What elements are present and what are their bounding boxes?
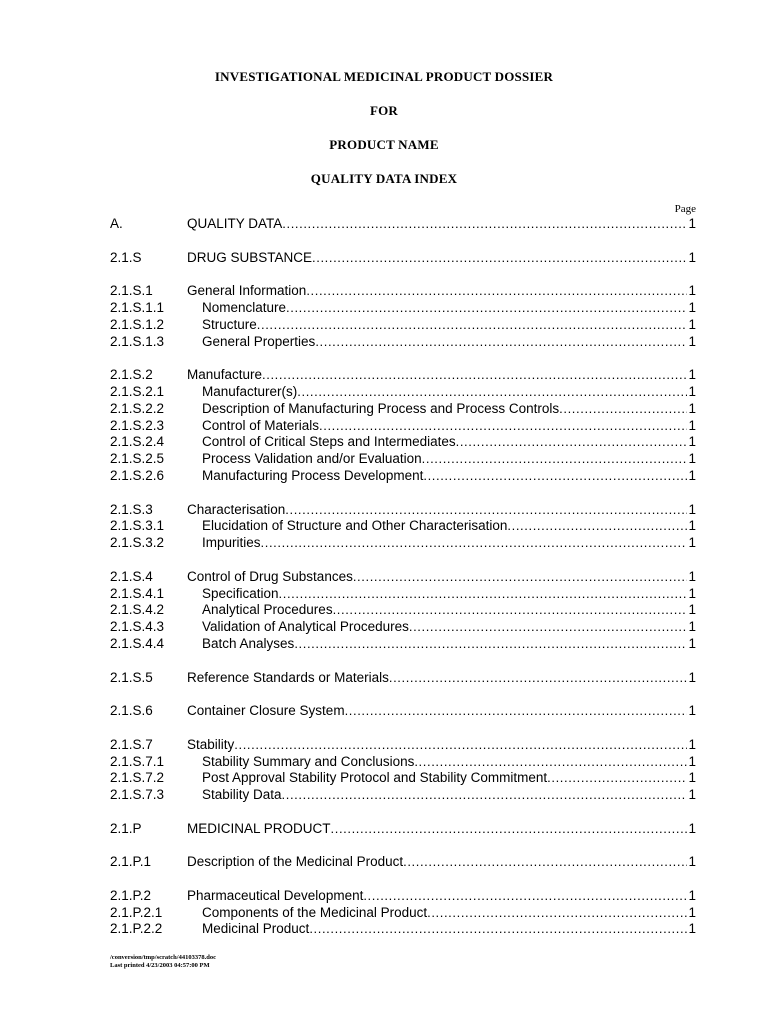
toc-page-number: 1 xyxy=(688,602,696,618)
dot-leader xyxy=(306,283,687,300)
dot-leader xyxy=(403,854,687,871)
toc-row xyxy=(110,737,696,754)
toc-label: Analytical Procedures xyxy=(202,602,333,618)
toc-number: 2.1.S.7.2 xyxy=(110,770,165,786)
toc-label: Post Approval Stability Protocol and Stability Commitment xyxy=(202,770,548,786)
dot-leader xyxy=(294,636,687,653)
toc-row xyxy=(110,502,696,519)
dot-leader xyxy=(363,888,687,905)
toc-row xyxy=(110,888,696,905)
toc-number: 2.1.S.2.4 xyxy=(110,434,165,450)
footer-file-path: /conversion/tmp/scratch/44103378.doc xyxy=(110,954,216,961)
toc-number: 2.1.S.2.1 xyxy=(110,383,165,399)
dot-leader xyxy=(315,334,687,351)
toc-label: Structure xyxy=(202,316,257,332)
toc-label: Stability Data xyxy=(202,787,282,803)
toc-label: Container Closure System xyxy=(187,703,345,719)
toc-page-number: 1 xyxy=(688,451,696,467)
toc-label: MEDICINAL PRODUCT xyxy=(187,820,331,836)
toc-row xyxy=(110,216,696,233)
toc-number: 2.1.P xyxy=(110,820,142,836)
toc-label: Stability Summary and Conclusions xyxy=(202,753,415,769)
toc-number: 2.1.S.2 xyxy=(110,367,153,383)
toc-number: 2.1.S.2.6 xyxy=(110,467,165,483)
toc-label: General Information xyxy=(187,283,307,299)
toc-number: 2.1.S.7 xyxy=(110,736,153,752)
dot-leader xyxy=(345,703,688,720)
toc-label: Control of Critical Steps and Intermediates xyxy=(202,434,456,450)
toc-page-number: 1 xyxy=(688,619,696,635)
dot-leader xyxy=(414,754,687,771)
toc-row xyxy=(110,636,696,653)
toc-page-number: 1 xyxy=(688,787,696,803)
dot-leader xyxy=(285,502,687,519)
dot-leader xyxy=(309,921,687,938)
toc-page-number: 1 xyxy=(688,283,696,299)
dot-leader xyxy=(319,418,687,435)
toc-number: 2.1.S.7.1 xyxy=(110,753,165,769)
toc-number: 2.1.S.6 xyxy=(110,703,153,719)
toc-page-number: 1 xyxy=(688,467,696,483)
dot-leader xyxy=(312,250,687,267)
toc-number: 2.1.S xyxy=(110,249,142,265)
dot-leader xyxy=(423,468,687,485)
toc-row xyxy=(110,619,696,636)
toc-row xyxy=(110,670,696,687)
dot-leader xyxy=(547,770,687,787)
toc-page-number: 1 xyxy=(688,921,696,937)
footer-last-printed: Last printed 4/23/2003 04:57:00 PM xyxy=(110,962,210,969)
toc-row xyxy=(110,518,696,535)
toc-row xyxy=(110,401,696,418)
toc-page-number: 1 xyxy=(688,434,696,450)
toc-number: 2.1.S.1.1 xyxy=(110,299,165,315)
dot-leader xyxy=(456,434,688,451)
toc-row xyxy=(110,317,696,334)
dot-leader xyxy=(559,401,687,418)
toc-page-number: 1 xyxy=(688,770,696,786)
toc-page-number: 1 xyxy=(688,820,696,836)
toc-page-number: 1 xyxy=(688,585,696,601)
dot-leader xyxy=(333,602,688,619)
quality-data-index-heading: QUALITY DATA INDEX xyxy=(310,171,458,186)
toc-label: Stability xyxy=(187,736,235,752)
toc-label: Description of Manufacturing Process and Process Controls xyxy=(202,400,560,416)
toc-number: 2.1.S.4.4 xyxy=(110,635,165,651)
product-name-heading: PRODUCT NAME xyxy=(329,137,439,152)
toc-row xyxy=(110,770,696,787)
toc-number: 2.1.S.4.3 xyxy=(110,619,165,635)
toc-label: Control of Materials xyxy=(202,417,320,433)
toc-number: 2.1.S.7.3 xyxy=(110,787,165,803)
toc-row xyxy=(110,905,696,922)
toc-row xyxy=(110,384,696,401)
toc-page-number: 1 xyxy=(688,367,696,383)
toc-number: 2.1.S.4.1 xyxy=(110,585,165,601)
toc-row xyxy=(110,451,696,468)
toc-number: 2.1.S.3 xyxy=(110,501,153,517)
toc-number: 2.1.P.1 xyxy=(110,854,152,870)
toc-page-number: 1 xyxy=(688,299,696,315)
toc-label: Batch Analyses xyxy=(202,635,295,651)
dot-leader xyxy=(282,787,688,804)
toc-row xyxy=(110,418,696,435)
toc-label: Pharmaceutical Development xyxy=(187,887,364,903)
toc-page-number: 1 xyxy=(688,568,696,584)
toc-row xyxy=(110,434,696,451)
toc-page-number: 1 xyxy=(688,417,696,433)
toc-row xyxy=(110,586,696,603)
toc-row xyxy=(110,602,696,619)
toc-page-number: 1 xyxy=(688,535,696,551)
toc-label: Characterisation xyxy=(187,501,286,517)
toc-label: Validation of Analytical Procedures xyxy=(202,619,409,635)
dot-leader xyxy=(297,384,687,401)
dot-leader xyxy=(422,451,688,468)
dot-leader xyxy=(331,821,688,838)
dot-leader xyxy=(234,737,687,754)
toc-number: 2.1.P.2 xyxy=(110,887,152,903)
toc-label: Components of the Medicinal Product xyxy=(202,904,428,920)
toc-label: Impurities xyxy=(202,535,261,551)
toc-label: Elucidation of Structure and Other Characterisation xyxy=(202,518,508,534)
toc-label: Medicinal Product xyxy=(202,921,310,937)
toc-label: Manufacturer(s) xyxy=(202,383,298,399)
toc-row xyxy=(110,468,696,485)
toc-page-number: 1 xyxy=(688,518,696,534)
toc-page-number: 1 xyxy=(688,216,696,231)
toc-page-number: 1 xyxy=(688,753,696,769)
toc-row xyxy=(110,300,696,317)
table-of-contents xyxy=(110,216,696,938)
toc-label: QUALITY DATA xyxy=(187,216,283,231)
toc-number: 2.1.P.2.1 xyxy=(110,904,163,920)
toc-row xyxy=(110,921,696,938)
document-footer xyxy=(110,954,216,970)
toc-number: 2.1.S.2.2 xyxy=(110,400,165,416)
toc-number: 2.1.S.4.2 xyxy=(110,602,165,618)
toc-label: General Properties xyxy=(202,333,316,349)
toc-label: Reference Standards or Materials xyxy=(187,669,389,685)
toc-page-number: 1 xyxy=(688,904,696,920)
document-title: INVESTIGATIONAL MEDICINAL PRODUCT DOSSIER xyxy=(214,69,554,84)
toc-number: 2.1.S.3.2 xyxy=(110,535,165,551)
toc-label: Process Validation and/or Evaluation xyxy=(202,451,422,467)
toc-number: 2.1.S.3.1 xyxy=(110,518,165,534)
dot-leader xyxy=(262,367,687,384)
toc-row xyxy=(110,283,696,300)
toc-page-number: 1 xyxy=(688,669,696,685)
title-for: FOR xyxy=(369,103,399,118)
toc-number: 2.1.P.2.2 xyxy=(110,921,163,937)
toc-page-number: 1 xyxy=(688,316,696,332)
toc-page-number: 1 xyxy=(688,887,696,903)
dot-leader xyxy=(286,300,687,317)
toc-row xyxy=(110,703,696,720)
toc-page-number: 1 xyxy=(688,383,696,399)
dot-leader xyxy=(282,216,687,233)
dot-leader xyxy=(257,317,688,334)
toc-page-number: 1 xyxy=(688,400,696,416)
toc-number: 2.1.S.2.3 xyxy=(110,417,165,433)
dot-leader xyxy=(261,535,688,552)
toc-page-number: 1 xyxy=(688,635,696,651)
toc-number: 2.1.S.5 xyxy=(110,669,153,685)
dot-leader xyxy=(427,905,687,922)
toc-page-number: 1 xyxy=(688,854,696,870)
toc-page-number: 1 xyxy=(688,501,696,517)
page-column-label: Page xyxy=(674,203,696,215)
toc-label: Nomenclature xyxy=(202,299,287,315)
toc-number: A. xyxy=(110,216,123,231)
dot-leader xyxy=(279,586,688,603)
dot-leader xyxy=(507,518,687,535)
toc-number: 2.1.S.1.2 xyxy=(110,316,165,332)
toc-label: Manufacturing Process Development xyxy=(202,467,424,483)
toc-page-number: 1 xyxy=(688,736,696,752)
dot-leader xyxy=(353,569,688,586)
toc-row xyxy=(110,787,696,804)
toc-page-number: 1 xyxy=(688,249,696,265)
toc-page-number: 1 xyxy=(688,333,696,349)
toc-number: 2.1.S.2.5 xyxy=(110,451,165,467)
toc-label: Manufacture xyxy=(187,367,263,383)
toc-label: DRUG SUBSTANCE xyxy=(187,249,313,265)
toc-label: Description of the Medicinal Product xyxy=(187,854,404,870)
toc-number: 2.1.S.4 xyxy=(110,568,153,584)
toc-row xyxy=(110,854,696,871)
toc-label: Specification xyxy=(202,585,279,601)
dot-leader xyxy=(389,670,688,687)
toc-number: 2.1.S.1.3 xyxy=(110,333,165,349)
toc-row xyxy=(110,367,696,384)
toc-row xyxy=(110,250,696,267)
toc-row xyxy=(110,754,696,771)
toc-row xyxy=(110,569,696,586)
toc-row xyxy=(110,334,696,351)
toc-page-number: 1 xyxy=(688,703,696,719)
toc-row xyxy=(110,821,696,838)
toc-number: 2.1.S.1 xyxy=(110,283,153,299)
toc-row xyxy=(110,535,696,552)
toc-label: Control of Drug Substances xyxy=(187,568,353,584)
dot-leader xyxy=(409,619,688,636)
